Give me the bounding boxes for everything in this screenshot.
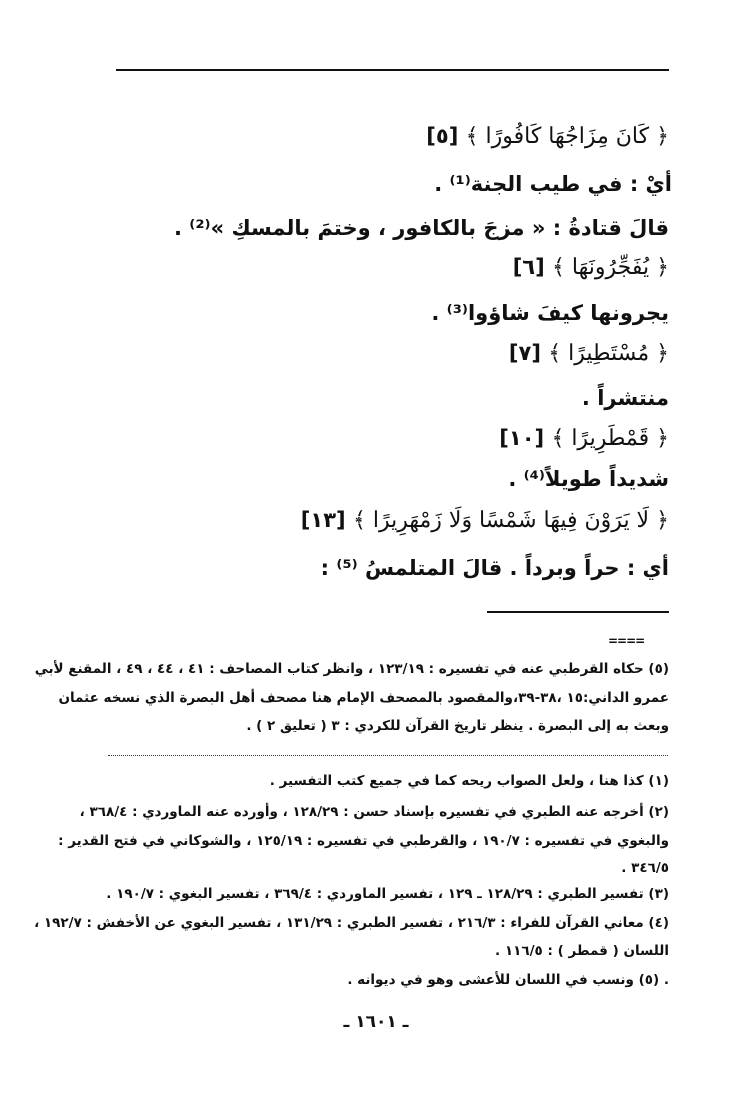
footnote-line: ٣٤٦/٥ . xyxy=(621,860,669,876)
footnote-line: (٤) معاني القرآن للفراء : ٢١٦/٣ ، تفسير الطبري : ١٣١/٢٩ ، تفسير البغوي عن الأخفش : ١٩٢/٧ ، xyxy=(34,915,669,931)
verse-line xyxy=(426,124,669,149)
page-number: ـ ١٦٠١ ـ xyxy=(343,1012,409,1032)
commentary-line: أي : حراً وبرداً . قالَ المتلمسُ ⁽⁵⁾ : xyxy=(320,556,669,580)
verse-number: [١٠] xyxy=(499,426,545,450)
verse-number: [١٣] xyxy=(300,508,346,532)
commentary-line: منتشراً . xyxy=(581,386,669,410)
verse-quote: ﴿ كَانَ مِزَاجُهَا كَافُورًا ﴾ xyxy=(465,124,669,149)
footnote-line: وبعث به إلى البصرة . ينظر تاريخ القرآن للكردي : ٣ ( تعليق ٢ ) . xyxy=(246,718,669,734)
footnote-line: عمرو الداني:١٥ ،٣٨-٣٩،والمقصود بالمصحف الإمام هنا مصحف أهل البصرة الذي نسخه عثمان xyxy=(58,690,669,706)
verse-quote: ﴿ يُفَجِّرُونَهَا ﴾ xyxy=(552,255,669,280)
footnote-line: اللسان ( قمطر ) : ١١٦/٥ . xyxy=(495,943,669,959)
commentary-line: أيْ : في طيب الجنة⁽¹⁾ . xyxy=(434,172,672,196)
dotted-separator xyxy=(108,755,668,756)
verse-number: [٥] xyxy=(426,124,459,148)
footnote-line: والبغوي في تفسيره : ١٩٠/٧ ، والقرطبي في تفسيره : ١٢٥/١٩ ، والشوكاني في فتح القدير : xyxy=(58,833,669,849)
header-rule xyxy=(116,69,669,71)
footnote-line: (٣) تفسير الطبري : ١٢٨/٢٩ ـ ١٢٩ ، تفسير الماوردي : ٣٦٩/٤ ، تفسير البغوي : ١٩٠/٧ . xyxy=(106,886,669,902)
verse-line xyxy=(509,341,669,366)
verse-quote: ﴿ مُسْتَطِيرًا ﴾ xyxy=(548,341,669,366)
commentary-line: شديداً طويلاً⁽⁴⁾ . xyxy=(508,467,669,491)
verse-number: [٦] xyxy=(512,255,545,279)
footnote-line: (٥) حكاه القرطبي عنه في تفسيره : ١٢٣/١٩ ، وانظر كتاب المصاحف : ٤١ ، ٤٤ ، ٤٩ ، المقنع لأبي xyxy=(34,661,669,677)
footnote-line: (٢) أخرجه عنه الطبري في تفسيره بإسناد حسن : ١٢٨/٢٩ ، وأورده عنه الماوردي : ٣٦٨/٤ ، xyxy=(79,804,669,820)
commentary-line: يجرونها كيفَ شاؤوا⁽³⁾ . xyxy=(431,301,669,325)
verse-number: [٧] xyxy=(508,341,541,365)
verse-line xyxy=(499,426,669,451)
separator-mark: ==== xyxy=(608,634,645,648)
commentary-line: قالَ قتادةُ : « مزجَ بالكافور ، وختمَ بالمسكِ »⁽²⁾ . xyxy=(174,216,669,240)
verse-quote: ﴿ قَمْطَرِيرًا ﴾ xyxy=(551,426,669,451)
body-end-rule xyxy=(487,611,669,613)
footnote-line: . (٥) ونسب في اللسان للأعشى وهو في ديوانه . xyxy=(347,972,669,988)
verse-line xyxy=(301,508,669,533)
footnote-line: (١) كذا هنا ، ولعل الصواب ريحه كما في جميع كتب التفسير . xyxy=(269,773,669,789)
verse-line xyxy=(513,255,669,280)
verse-quote: ﴿ لَا يَرَوْنَ فِيهَا شَمْسًا وَلَا زَمْهَرِيرًا ﴾ xyxy=(352,508,669,533)
